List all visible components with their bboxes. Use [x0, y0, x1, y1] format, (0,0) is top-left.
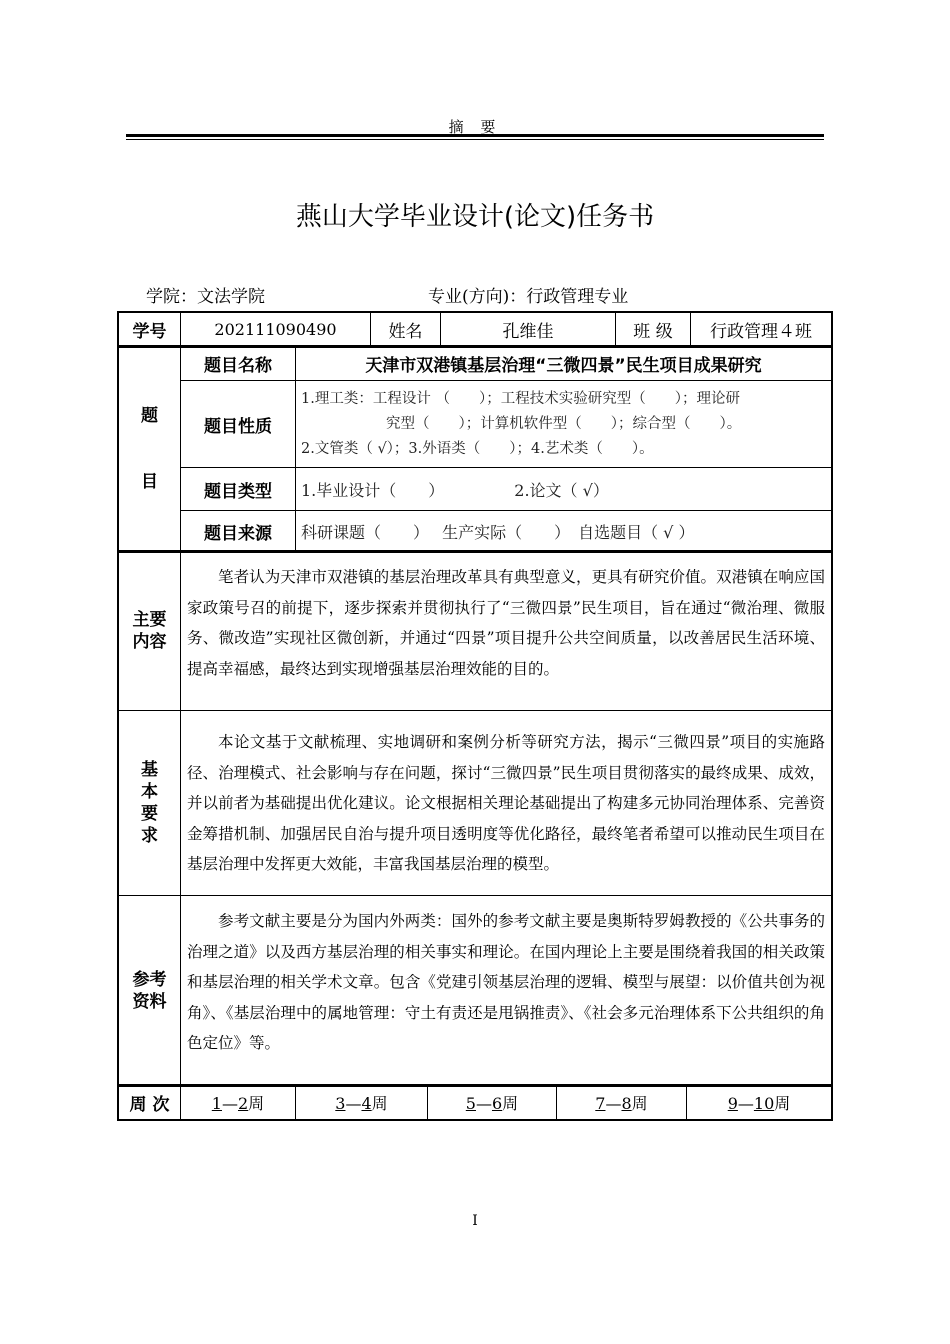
major: 专业(方向)：行政管理专业: [428, 287, 629, 307]
week-cell: 9—10周: [687, 1086, 832, 1120]
topic-block: [118, 346, 832, 552]
content-label: 主要 内容: [119, 552, 181, 711]
details-block: [118, 551, 832, 1086]
header-rule-thin: [126, 139, 824, 140]
requirements-label: 基 本 要 求: [119, 711, 181, 896]
topic-source-label: 题目来源: [181, 511, 296, 552]
class-value: 行政管理４班: [691, 313, 832, 347]
references-text: 参考文献主要是分为国内外两类：国外的参考文献主要是奥斯特罗姆教授的《公共事务的治理之道》以及西方基层治理的相关事实和理论。在国内理论上主要是围绕着我国的相关政策和基层治理的相关学术文章。包含《党建引领基层治理的逻辑、模型与展望：以价值共创为视角》、《基层治理中的属地管理：守土有责还是甩锅推责》、《社会多元治理体系下公共组织的角色定位》等。: [181, 896, 832, 1086]
topic-source: 科研课题（ ） 生产实际（ ） 自选题目（ √ ）: [296, 511, 832, 552]
week-cell: 7—8周: [557, 1086, 687, 1120]
topic-name-label: 题目名称: [181, 347, 296, 381]
content-text: 笔者认为天津市双港镇的基层治理改革具有典型意义，更具有研究价值。双港镇在响应国家政策号召的前提下，逐步探索并贯彻执行了“三微四景”民生项目，旨在通过“微治理、微服务、微改造”实现社区微创新，并通过“四景”项目提升公共空间质量，以改善居民生活环境、提高幸福感，最终达到实现增强基层治理效能的目的。: [181, 552, 832, 711]
week-cell: 3—4周: [296, 1086, 428, 1120]
student-id: 202111090490: [181, 313, 371, 347]
college: 学院：文法学院: [146, 287, 265, 307]
id-label: 学号: [119, 313, 181, 347]
references-label: 参考 资料: [119, 896, 181, 1086]
page-number: I: [472, 1213, 478, 1229]
topic-type-label: 题目类型: [181, 468, 296, 511]
class-label: 班 级: [616, 313, 691, 347]
header-rule: [126, 134, 824, 137]
weeks-label: 周 次: [119, 1086, 181, 1120]
week-cell: 1—2周: [181, 1086, 296, 1120]
student-info-row: [118, 312, 832, 347]
topic-group-label: 题 目: [119, 347, 181, 552]
topic-nature-label: 题目性质: [181, 381, 296, 468]
requirements-text: 本论文基于文献梳理、实地调研和案例分析等研究方法，揭示“三微四景”项目的实施路径、治理模式、社会影响与存在问题，探讨“三微四景”民生项目贯彻落实的最终成果、成效，并以前者为基础提出优化建议。论文根据相关理论基础提出了构建多元协同治理体系、完善资金筹措机制、加强居民自治与提升项目透明度等优化路径，最终笔者希望可以推动民生项目在基层治理中发挥更大效能，丰富我国基层治理的模型。: [181, 711, 832, 896]
student-name: 孔维佳: [441, 313, 616, 347]
name-label: 姓名: [371, 313, 441, 347]
topic-nature: 1.理工类：工程设计 （ ）；工程技术实验研究型（ ）；理论研 究型（ ）；计算机软件型（ ）；综合型（ ）。 2.文管类（ √）；3.外语类（ ）；4.艺术类（ ）。: [296, 381, 832, 468]
running-header: 摘 要: [448, 118, 502, 136]
week-cell: 5—6周: [428, 1086, 557, 1120]
topic-type: 1.毕业设计（ ） 2.论文（ √）: [296, 468, 832, 511]
topic-name: 天津市双港镇基层治理“三微四景”民生项目成果研究: [296, 347, 832, 381]
weeks-row: [118, 1085, 832, 1120]
document-title: 燕山大学毕业设计(论文)任务书: [295, 202, 655, 232]
